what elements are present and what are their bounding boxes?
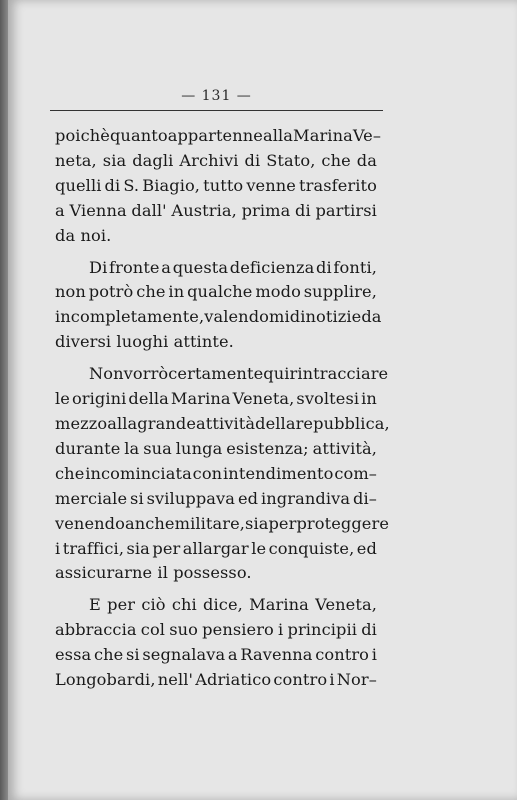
text-line: i traffici, sia per allargar le conquiste, ed: [55, 538, 377, 558]
text-line: neta, sia dagli Archivi di Stato, che da: [55, 150, 377, 170]
body-text: [55, 124, 390, 693]
text-line: a Vienna dall' Austria, prima di partirsi: [55, 200, 377, 220]
paragraph-gap: [55, 355, 377, 362]
text-line: non potrò che in qualche modo supplire,: [55, 282, 377, 302]
text-line: incompletamente, valendomi di notizie da: [55, 307, 382, 327]
paragraph: [55, 256, 382, 356]
text-line: poichè quanto appartenne alla Marina Ve–: [55, 126, 382, 145]
paragraph: [55, 362, 390, 586]
text-line: diversi luoghi attinte.: [55, 332, 234, 352]
paragraph: [55, 593, 377, 693]
header-rule: [50, 110, 383, 111]
paragraph: [55, 124, 382, 249]
text-line: quelli di S. Biagio, tutto venne trasferito: [55, 175, 377, 195]
text-line: E per ciò chi dice, Marina Veneta,: [89, 595, 377, 615]
text-line: abbraccia col suo pensiero i principii di: [55, 620, 377, 640]
paragraph-gap: [55, 249, 377, 256]
text-line: le origini della Marina Veneta, svoltesi in: [55, 389, 377, 409]
paragraph-gap: [55, 586, 377, 593]
text-line: assicurarne il possesso.: [55, 563, 252, 583]
text-line: da noi.: [55, 225, 112, 245]
text-line: mezzo alla grande attività della repubblica,: [55, 413, 390, 433]
text-line: durante la sua lunga esistenza; attività,: [55, 438, 377, 458]
text-line: essa che si segnalava a Ravenna contro i: [55, 645, 377, 665]
text-line: venendo anche militare, sia per proteggere: [55, 513, 390, 533]
text-line: che incominciata con intendimento com–: [55, 463, 377, 483]
text-line: Di fronte a questa deficienza di fonti,: [89, 257, 377, 277]
page-header: [50, 88, 383, 110]
text-line: Longobardi, nell' Adriatico contro i Nor–: [55, 670, 377, 690]
page-number: — 131 —: [181, 88, 252, 104]
text-line: merciale si sviluppava ed ingrandiva di–: [55, 488, 377, 508]
book-spine-shadow: [0, 0, 8, 800]
book-page: [8, 0, 517, 800]
text-line: Non vorrò certamente qui rintracciare: [89, 364, 389, 384]
